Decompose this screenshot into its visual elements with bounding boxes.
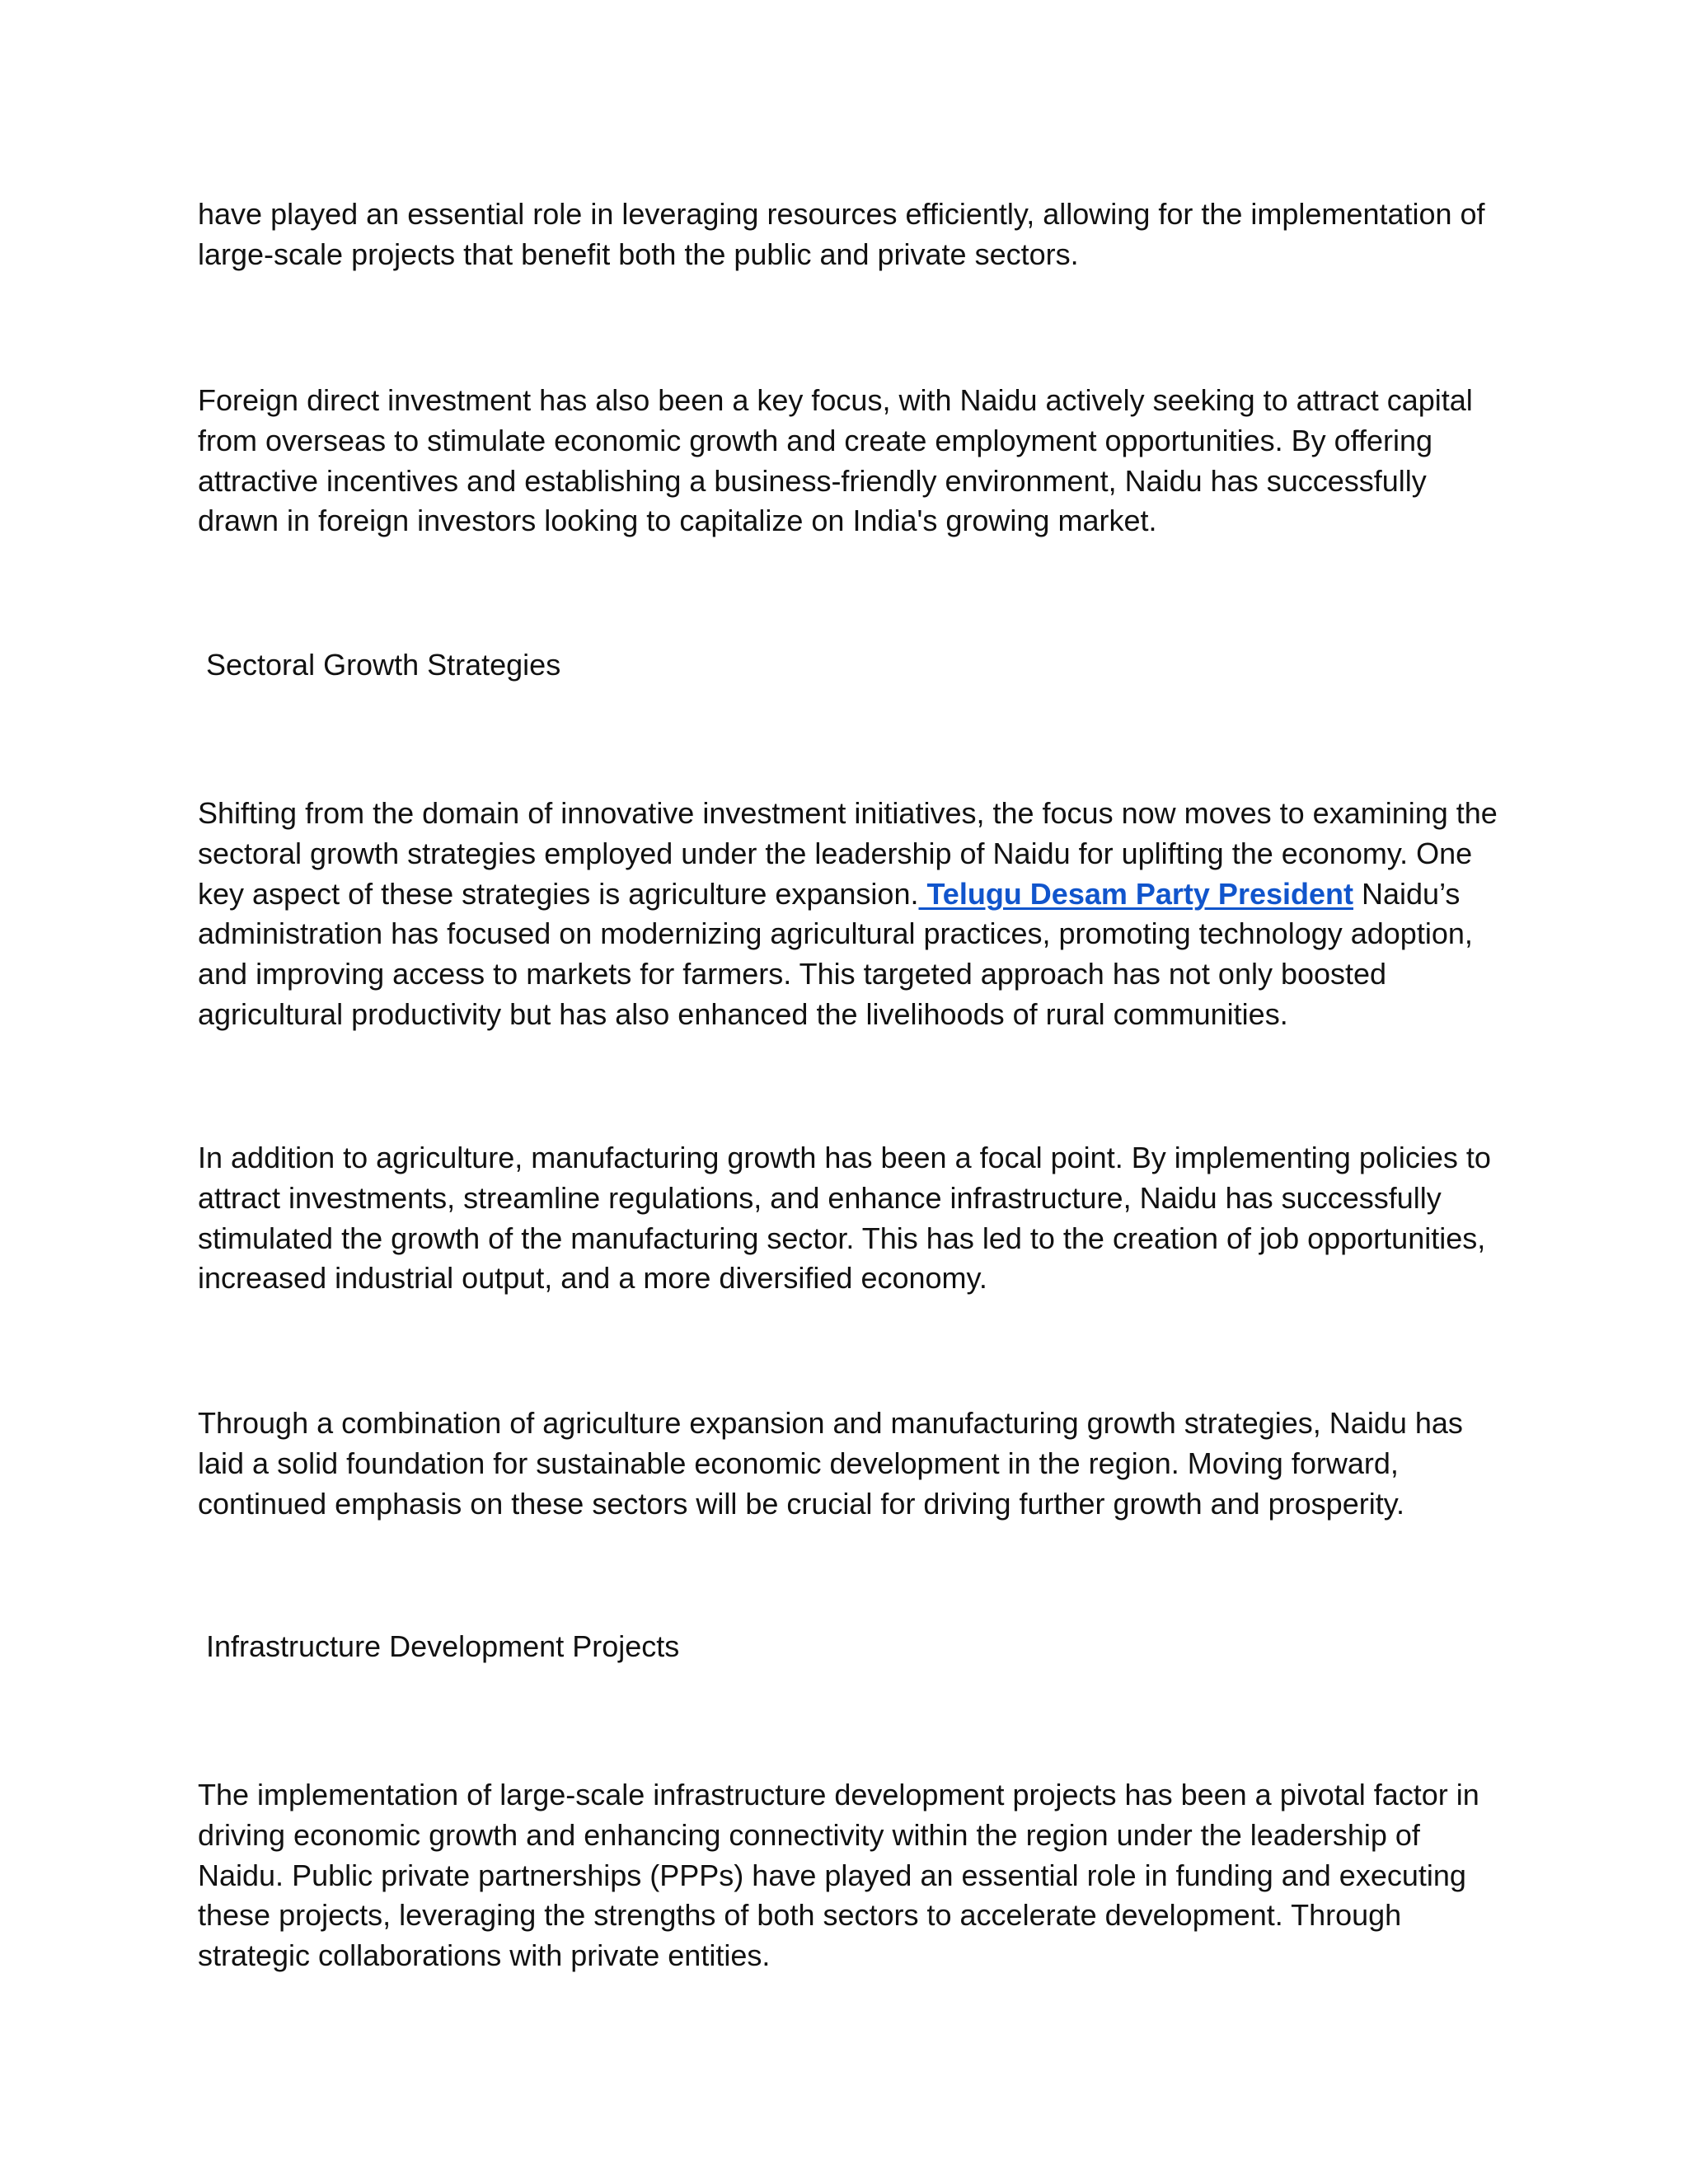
paragraph-sectoral-strategies [198, 794, 1500, 1035]
paragraph-foreign-investment: Foreign direct investment has also been a key focus, with Naidu actively seeking to attract capital from overseas to stimulate economic growth and create employment opportunities. By offering attractive incentives and establishing a business-friendly environment, Naidu has successfully drawn in foreign investors looking to capitalize on India's growing market. [198, 383, 1473, 538]
telugu-desam-party-president-link[interactable]: Telugu Desam Party President [918, 876, 1353, 911]
heading-infrastructure-development: Infrastructure Development Projects [206, 1629, 680, 1663]
heading-sectoral-growth: Sectoral Growth Strategies [206, 648, 561, 682]
paragraph-manufacturing: In addition to agriculture, manufacturing growth has been a focal point. By implementing policies to attract investments, streamline regulations, and enhance infrastructure, Naidu has successfully stimulated the growth of the manufacturing sector. This has led to the creation of job opportunities, increased industrial output, and a more diversified economy. [198, 1141, 1491, 1296]
paragraph-combination: Through a combination of agriculture expansion and manufacturing growth strategies, Naidu has laid a solid foundation for sustainable economic development in the region. Moving forward, continued emphasis on these sectors will be crucial for driving further growth and prosperity. [198, 1406, 1463, 1521]
paragraph-text-before-link: Shifting from the domain of innovative investment initiatives, the focus now moves to examining the sectoral growth strategies employed under the leadership of Naidu for uplifting the economy. One key aspect of these strategies is agriculture expansion. [198, 796, 1498, 911]
paragraph-infrastructure: The implementation of large-scale infrastructure development projects has been a pivotal factor in driving economic growth and enhancing connectivity within the region under the leadership of Naidu. Public private partnerships (PPPs) have played an essential role in funding and executing these projects, leveraging the strengths of both sectors to accelerate development. Through strategic collaborations with private entities. [198, 1778, 1479, 1973]
paragraph-resources: have played an essential role in leveraging resources efficiently, allowing for the implementation of large-scale projects that benefit both the public and private sectors. [198, 197, 1485, 271]
paragraph-text-after-link: Naidu’s administration has focused on modernizing agricultural practices, promoting technology adoption, and improving access to markets for farmers. This targeted approach has not only boosted agricultural productivity but has also enhanced the livelihoods of rural communities. [198, 876, 1473, 1031]
